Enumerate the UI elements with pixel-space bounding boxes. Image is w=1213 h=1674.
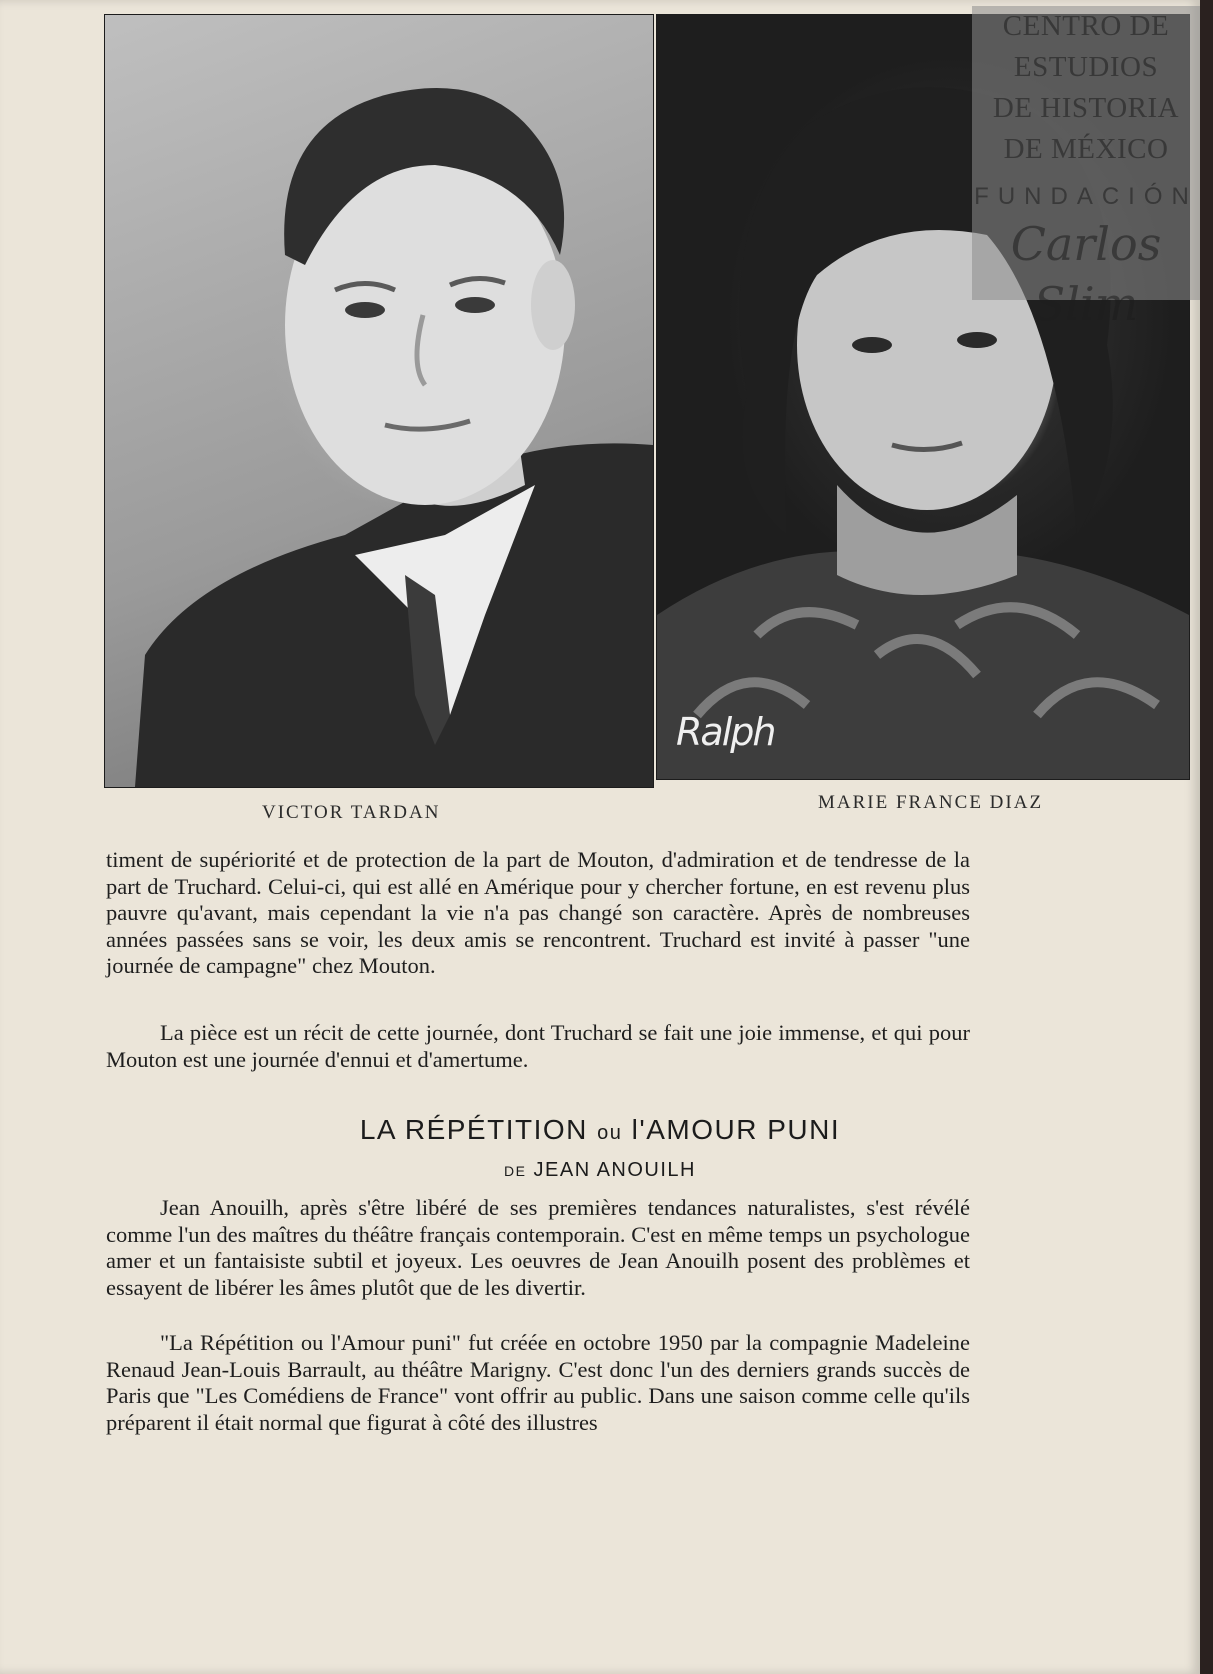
stamp-foundation: FUNDACIÓN — [974, 183, 1198, 210]
title-part: LA RÉPÉTITION — [359, 1114, 588, 1145]
stamp-line: CENTRO DE — [1002, 10, 1170, 42]
body-paragraph: "La Répétition ou l'Amour puni" fut créée en octobre 1950 par la compagnie Madeleine Renaud Jean-Louis Barrault, au théâtre Marigny. C'est donc l'un des derniers grands succès de Paris que "Les Comédiens de France" vont offrir au public. Dans une saison comme celle qu'ils préparent il était normal que figurat à côté des illustres — [106, 1330, 970, 1435]
body-paragraph: timent de supériorité et de protection de la part de Mouton, d'admiration et de tendresse de la part de Truchard. Celui-ci, qui est allé en Amérique pour y chercher fortune, en est revenu plus pauvre qu'avant, mais cependant la vie n'a pas changé son caractère. Après de nombreuses années passées sans se voir, les deux amis se rencontrent. Truchard est invité à passer "une journée de campagne" chez Mouton. — [106, 847, 970, 978]
stamp-line: DE MÉXICO — [1003, 133, 1169, 165]
section-author — [0, 1159, 1200, 1182]
portrait-photo-victor-tardan — [104, 14, 654, 788]
stamp-line: DE HISTORIA — [992, 92, 1180, 124]
photo-caption-left: VICTOR TARDAN — [262, 802, 441, 823]
title-part: l'AMOUR PUNI — [631, 1114, 841, 1145]
photographer-signature: Ralph — [676, 710, 775, 754]
stamp-signature: Carlos Slim — [1010, 217, 1162, 331]
archive-watermark-stamp — [972, 6, 1200, 331]
photo-caption-right: MARIE FRANCE DIAZ — [818, 792, 1044, 813]
stamp-line: ESTUDIOS — [1013, 51, 1159, 83]
title-connector: ou — [597, 1122, 623, 1144]
author-last-name: ANOUILH — [596, 1159, 696, 1181]
author-prefix: DE — [504, 1163, 527, 1179]
body-paragraph: Jean Anouilh, après s'être libéré de ses premières tendances naturalistes, s'est révélé comme l'un des maîtres du théâtre français contemporain. C'est en même temps un psychologue amer et un fantaisiste subtil et joyeux. Les oeuvres de Jean Anouilh posent des problèmes et essayent de libérer les âmes plutôt que de les divertir. — [106, 1195, 970, 1300]
author-first-name: JEAN — [533, 1159, 591, 1181]
portrait-man-illustration — [105, 15, 653, 787]
body-paragraph: La pièce est un récit de cette journée, dont Truchard se fait une joie immense, et qui pour Mouton est une journée d'ennui et d'amertume. — [106, 1020, 970, 1072]
section-title — [0, 1114, 1200, 1146]
